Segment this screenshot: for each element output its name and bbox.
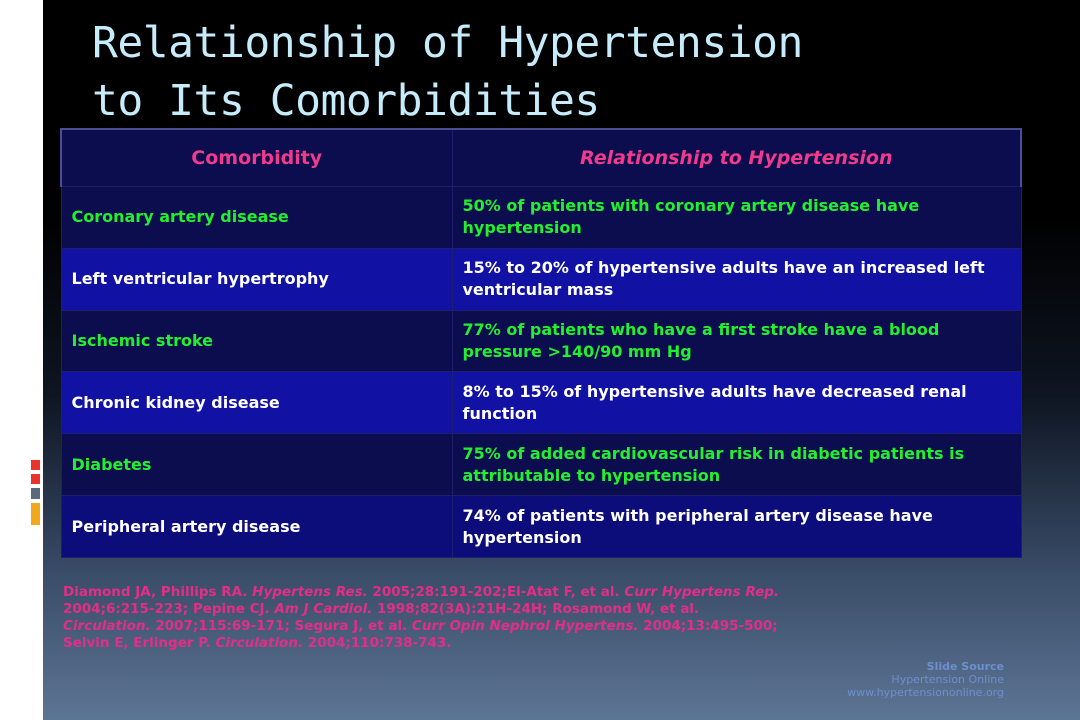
- slide-source: [847, 660, 1004, 699]
- journal-name: Circulation.: [63, 618, 151, 634]
- references-text: [63, 584, 783, 652]
- reference-text: 2004;110:738-743.: [303, 635, 452, 651]
- accent-square-gray: [31, 488, 40, 499]
- reference-text: 2007;115:69-171; Segura J, et al.: [150, 618, 412, 634]
- journal-name: Hypertens Res.: [252, 584, 368, 600]
- comorbidity-cell: Diabetes: [61, 434, 452, 496]
- relationship-cell: 74% of patients with peripheral artery disease have hypertension: [452, 496, 1021, 558]
- journal-name: Curr Opin Nephrol Hypertens.: [411, 618, 639, 634]
- table-row: [61, 248, 1021, 310]
- reference-text: 2004;13:495-500; Selvin E, Erlinger P.: [63, 618, 778, 651]
- journal-name: Am J Cardiol.: [274, 601, 373, 617]
- comorbidity-cell: Peripheral artery disease: [61, 496, 452, 558]
- relationship-cell: 15% to 20% of hypertensive adults have an increased left ventricular mass: [452, 248, 1021, 310]
- comorbidity-cell: Left ventricular hypertrophy: [61, 248, 452, 310]
- accent-square-red: [31, 460, 40, 470]
- column-header-relationship: Relationship to Hypertension: [452, 129, 1021, 187]
- reference-text: 2005;28:191-202;El-Atat F, et al.: [367, 584, 625, 600]
- reference-text: Diamond JA, Phillips RA.: [63, 584, 253, 600]
- accent-squares: [0, 0, 43, 720]
- slide-title: [92, 14, 992, 130]
- table-row: [61, 496, 1021, 558]
- comorbidity-cell: Chronic kidney disease: [61, 372, 452, 434]
- slide-title-line-1: Relationship of Hypertension: [92, 18, 803, 68]
- slide-source-url: www.hypertensiononline.org: [847, 686, 1004, 699]
- accent-square-orange: [31, 503, 40, 525]
- relationship-cell: 77% of patients who have a first stroke have a blood pressure >140/90 mm Hg: [452, 310, 1021, 372]
- table-row: [61, 310, 1021, 372]
- comorbidity-cell: Ischemic stroke: [61, 310, 452, 372]
- slide-source-heading: Slide Source: [926, 660, 1004, 673]
- journal-name: Circulation.: [215, 635, 304, 651]
- comorbidity-table: [60, 128, 1022, 558]
- table-header-row: [61, 129, 1021, 187]
- journal-name: Curr Hypertens Rep.: [624, 584, 780, 600]
- relationship-cell: 75% of added cardiovascular risk in diabetic patients is attributable to hypertension: [452, 434, 1021, 496]
- table-row: [61, 434, 1021, 496]
- relationship-cell: 50% of patients with coronary artery disease have hypertension: [452, 187, 1021, 249]
- column-header-comorbidity: Comorbidity: [61, 129, 452, 187]
- relationship-cell: 8% to 15% of hypertensive adults have decreased renal function: [452, 372, 1021, 434]
- slide-title-line-2: to Its Comorbidities: [92, 76, 600, 126]
- slide-source-name: Hypertension Online: [891, 673, 1004, 686]
- accent-square-red: [31, 474, 40, 484]
- table-row: [61, 187, 1021, 249]
- reference-text: 1998;82(3A):21H-24H; Rosamond W, et al.: [372, 601, 700, 617]
- table-row: [61, 372, 1021, 434]
- comorbidity-cell: Coronary artery disease: [61, 187, 452, 249]
- reference-text: 2004;6:215-223; Pepine CJ.: [63, 601, 275, 617]
